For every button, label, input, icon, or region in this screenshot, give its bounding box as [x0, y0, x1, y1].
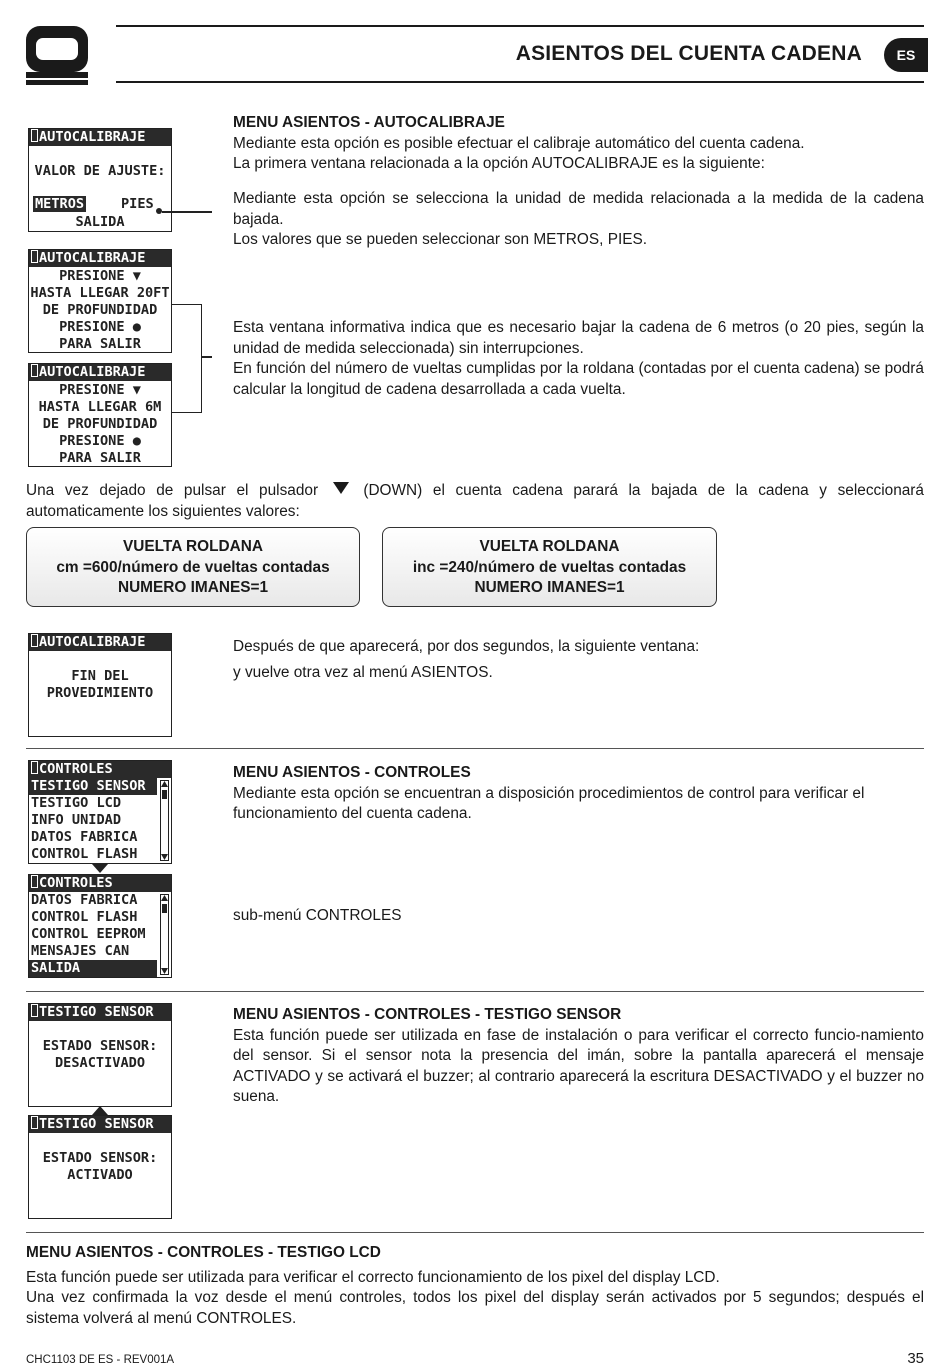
transition-arrow-icon [92, 864, 108, 874]
lcd-autocal-6m [28, 363, 172, 467]
result-box-cm [26, 527, 360, 607]
lcd-menu-item: MENSAJES CAN [31, 943, 130, 959]
lcd-sensor-desactivado [28, 1003, 172, 1107]
lcd-text: PARA SALIR [59, 336, 141, 352]
lcd-title-bar: AUTOCALIBRAJE [29, 129, 171, 146]
bracket-connector [172, 304, 202, 413]
lcd-text: DE PROFUNDIDAD [42, 302, 158, 318]
section-heading-lcd: MENU ASIENTOS - CONTROLES - TESTIGO LCD [26, 1244, 381, 1261]
lcd-autocal-fin [28, 633, 172, 737]
lcd-autocal-valor [28, 128, 172, 232]
scroll-down-arrow-icon [161, 967, 168, 974]
paragraph: y vuelve otra vez al menú ASIENTOS. [233, 663, 493, 681]
lcd-text: VALOR DE AJUSTE: [34, 163, 166, 179]
paragraph: La primera ventana relacionada a la opción AUTOCALIBRAJE es la siguiente: [233, 155, 765, 173]
language-badge: ES [884, 38, 928, 72]
lcd-title-bar: TESTIGO SENSOR [29, 1004, 171, 1021]
section-heading-autocal: MENU ASIENTOS - AUTOCALIBRAJE [233, 114, 505, 131]
paragraph: Mediante esta opción se selecciona la unidad de medida relacionada a la medida de la cadena bajada. [233, 190, 924, 228]
scroll-up-arrow-icon [161, 781, 168, 788]
lcd-text: ESTADO SENSOR: [42, 1150, 158, 1166]
lcd-scrollbar [160, 780, 169, 861]
lcd-option-selected: METROS [35, 196, 85, 212]
lcd-text: ACTIVADO [67, 1167, 133, 1183]
logo [26, 26, 88, 86]
lcd-text: PRESIONE ▼ [59, 268, 141, 284]
scroll-thumb [162, 790, 167, 799]
lcd-title-bar: AUTOCALIBRAJE [29, 250, 171, 267]
scroll-up-arrow-icon [161, 895, 168, 902]
paragraph: Esta función puede ser utilizada para verificar el correcto funcionamiento de los pixel del display LCD. [26, 1268, 720, 1286]
section-heading-controles: MENU ASIENTOS - CONTROLES [233, 764, 471, 781]
result-line: VUELTA ROLDANA [479, 538, 620, 555]
lcd-text: PRESIONE ▼ [59, 382, 141, 398]
section-divider [26, 1232, 924, 1233]
section-heading-sensor: MENU ASIENTOS - CONTROLES - TESTIGO SENSOR [233, 1006, 622, 1023]
lcd-text: PRESIONE ● [59, 319, 141, 335]
lcd-text: PROVEDIMIENTO [46, 685, 154, 701]
lcd-menu-item: CONTROL EEPROM [31, 926, 146, 942]
lcd-title-bar: AUTOCALIBRAJE [29, 634, 171, 651]
lcd-controles-2 [28, 874, 172, 978]
result-line: VUELTA ROLDANA [123, 538, 263, 555]
lcd-text: HASTA LLEGAR 6M [38, 399, 162, 415]
paragraph: Una vez dejado de pulsar el pulsador (DOWN) el cuenta cadena parará la bajada de la cadena y seleccionará automaticamente los siguientes valores: [26, 482, 924, 520]
lcd-text: DESACTIVADO [54, 1055, 146, 1071]
page-title: ASIENTOS DEL CUENTA CADENA [515, 42, 862, 65]
lcd-text: PRESIONE ● [59, 433, 141, 449]
lcd-text: FIN DEL [71, 668, 129, 684]
lcd-menu-item: TESTIGO LCD [31, 795, 122, 811]
lcd-controles-1 [28, 760, 172, 864]
lcd-sensor-activado [28, 1115, 172, 1219]
lcd-autocal-20ft [28, 249, 172, 353]
lcd-text: DE PROFUNDIDAD [42, 416, 158, 432]
lcd-title-bar: CONTROLES [29, 761, 171, 778]
paragraph: sub-menú CONTROLES [233, 907, 402, 924]
header-top-rule [116, 25, 924, 27]
down-triangle-icon [333, 482, 349, 494]
lcd-menu-item: CONTROL FLASH [31, 909, 138, 925]
section-divider [26, 748, 924, 749]
result-box-inc [382, 527, 717, 607]
lcd-title-bar: CONTROLES [29, 875, 171, 892]
paragraph: Mediante esta opción se encuentran a disposición procedimientos de control para verificar el funcionamiento del cuenta cadena. [233, 784, 865, 823]
lcd-title-bar: AUTOCALIBRAJE [29, 364, 171, 381]
paragraph: Los valores que se pueden seleccionar son METROS, PIES. [233, 231, 648, 249]
lcd-text: HASTA LLEGAR 20FT [30, 285, 170, 301]
lcd-text: PARA SALIR [59, 450, 141, 466]
q-logo-icon [26, 26, 88, 86]
result-line: NUMERO IMANES=1 [117, 579, 269, 597]
page-number: 35 [907, 1350, 924, 1367]
scroll-thumb [162, 904, 167, 913]
paragraph: Una vez confirmada la voz desde el menú controles, todos los pixel del display serán activados por 5 segundos; después el sistema volverá al menú CONTROLES. [26, 1289, 924, 1327]
lcd-menu-item: DATOS FABRICA [31, 829, 138, 845]
result-line: NUMERO IMANES=1 [474, 579, 625, 597]
paragraph: En función del número de vueltas cumplidas por la roldana (contadas por el cuenta cadena) se podrá calcular la longitud de cadena desarrollada a cada vuelta. [233, 360, 924, 398]
paragraph: Esta ventana informativa indica que es necesario bajar la cadena de 6 metros (o 20 pies, según la unidad de medida seleccionada) sin interrupciones. [233, 319, 924, 357]
lcd-text: SALIDA [75, 214, 125, 230]
bracket-tick [202, 356, 212, 358]
lcd-option: PIES [121, 196, 154, 212]
lcd-menu-item-selected: TESTIGO SENSOR [31, 778, 146, 794]
lcd-title-bar: TESTIGO SENSOR [29, 1116, 171, 1133]
paragraph: Mediante esta opción es posible efectuar el calibraje automático del cuenta cadena. [233, 134, 805, 152]
lcd-menu-item-selected: SALIDA [31, 960, 81, 976]
lcd-scrollbar [160, 894, 169, 975]
result-line: cm =600/número de vueltas contadas [56, 558, 330, 576]
lcd-text: ESTADO SENSOR: [42, 1038, 158, 1054]
paragraph: Después de que aparecerá, por dos segundos, la siguiente ventana: [233, 638, 700, 655]
section-divider [26, 991, 924, 992]
scroll-down-arrow-icon [161, 853, 168, 860]
result-line: inc =240/número de vueltas contadas [412, 558, 687, 576]
lcd-menu-item: INFO UNIDAD [31, 812, 122, 828]
lcd-menu-item: CONTROL FLASH [31, 846, 138, 862]
callout-line [162, 211, 212, 213]
paragraph: Esta función puede ser utilizada en fase de instalación o para verificar el correcto funcio-namiento del sensor. Si el sensor nota la presencia del imán, sobre la pantalla aparecerá el mensaje ACTIVADO y se activará el buzzer; al contrario aparecerá la escritura DESACTIVADO y el buzzer no suena. [233, 1026, 924, 1106]
doc-code: CHC1103 DE ES - REV001A [26, 1354, 175, 1366]
header-bottom-rule [116, 81, 924, 83]
lcd-menu-item: DATOS FABRICA [31, 892, 138, 908]
